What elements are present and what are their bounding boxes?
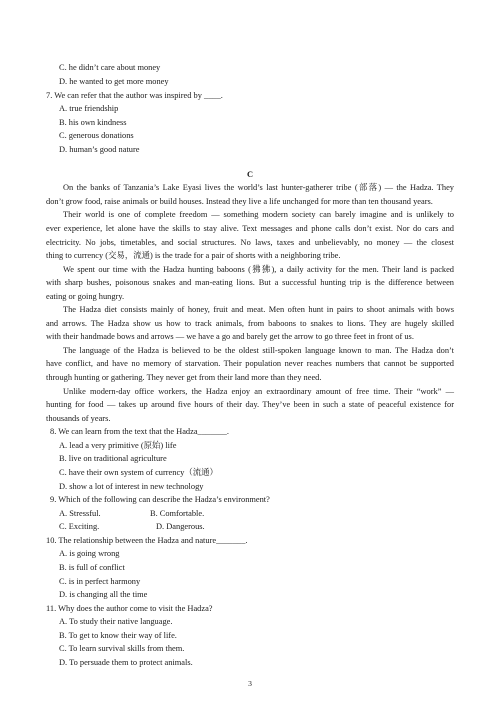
passage-line: thing to currency (交易，流通) is the trade for a pair of shorts with a neighboring tribe. <box>46 251 341 260</box>
q10-option-d: D. is changing all the time <box>59 590 148 599</box>
passage-heading: C <box>246 170 254 179</box>
q10-option-a: A. is going wrong <box>59 549 120 558</box>
q8-option-d: D. show a lot of interest in new technology <box>59 482 204 491</box>
q11-option-b: B. To get to know their way of life. <box>59 631 177 640</box>
q10-option-b: B. is full of conflict <box>59 563 125 572</box>
q7-option-d: D. human’s good nature <box>59 145 140 154</box>
option-c-prev: C. he didn’t care about money <box>59 63 161 72</box>
passage-line: thousands of years. <box>46 414 111 423</box>
page-number: 3 <box>248 679 252 688</box>
passage-line: don’t grow food, raise animals or build houses. Instead they live a life unchanged for more than ten thousand years. <box>46 197 433 206</box>
q7-option-a: A. true friendship <box>59 104 119 113</box>
passage-line: eating or going hungry. <box>46 292 125 301</box>
passage-line: The Hadza diet consists mainly of honey, fruit and meat. Men often hunt in pairs to shoot animals with bows <box>63 305 454 314</box>
passage-line: ever experience, let alone have the skills to stay alive. Text messages and phone calls don’t exist. Nor do cars and <box>46 224 454 233</box>
passage-line: Their world is one of complete freedom — something modern society can barely imagine and is unlikely to <box>63 210 454 219</box>
passage-line: with sharp bushes, poisonous snakes and man-eating lions. But a successful hunting trip is the difference between <box>46 278 454 287</box>
q9-option-d: D. Dangerous. <box>156 522 205 531</box>
q8-option-b: B. live on traditional agriculture <box>59 454 167 463</box>
q9-option-a: A. Stressful. <box>59 509 101 518</box>
q9-option-b: B. Comfortable. <box>150 509 205 518</box>
q7-option-b: B. his own kindness <box>59 118 127 127</box>
q10-option-c: C. is in perfect harmony <box>59 577 141 586</box>
q11-stem: 11. Why does the author come to visit the Hadza? <box>46 604 213 613</box>
q9-stem: 9. Which of the following can describe the Hadza’s environment? <box>50 495 270 504</box>
q8-option-a: A. lead a very primitive (原始) life <box>59 441 177 450</box>
q7-stem: 7. We can refer that the author was inspired by ____. <box>46 91 223 100</box>
passage-line: Unlike modern-day office workers, the Hadza enjoy an extraordinary amount of free time. Their “work” — <box>63 387 454 396</box>
passage-line: We spent our time with the Hadza hunting baboons (狒狒), a daily activity for the men. Their land is packed <box>63 265 454 274</box>
passage-line: through hunting or gathering. They never get from their land more than they need. <box>46 373 322 382</box>
q9-option-c: C. Exciting. <box>59 522 100 531</box>
passage-line: and arrows. The Hadza show us how to track animals, from baboons to snakes to lions. They are hugely skilled <box>46 319 454 328</box>
passage-line: with their handmade bows and arrows — we have a go and barely get the arrow to go three feet in front of us. <box>46 332 414 341</box>
passage-line: On the banks of Tanzania’s Lake Eyasi lives the world’s last hunter-gatherer tribe (部落) — the Hadza. They <box>63 183 454 192</box>
q8-option-c: C. have their own system of currency（流通） <box>59 468 218 477</box>
option-d-prev: D. he wanted to get more money <box>59 77 169 86</box>
q11-option-c: C. To learn survival skills from them. <box>59 644 185 653</box>
q10-stem: 10. The relationship between the Hadza and nature_______. <box>46 536 248 545</box>
q11-option-a: A. To study their native language. <box>59 617 173 626</box>
passage-line: have conflict, and have no memory of starvation. Their population never reaches numbers that cannot be supported <box>46 359 454 368</box>
passage-line: electricity. No jobs, timetables, and social structures. No laws, taxes and unbelievably, no money — the closest <box>46 238 454 247</box>
q8-stem: 8. We can learn from the text that the Hadza_______. <box>50 427 229 436</box>
passage-line: The language of the Hadza is believed to be the oldest still-spoken language known to man. The Hadza don’t <box>63 346 454 355</box>
passage-line: hunting for food — takes up around five hours of their day. They’ve been in such a state of peaceful existence for <box>46 400 454 409</box>
q7-option-c: C. generous donations <box>59 131 134 140</box>
q11-option-d: D. To persuade them to protect animals. <box>59 658 193 667</box>
